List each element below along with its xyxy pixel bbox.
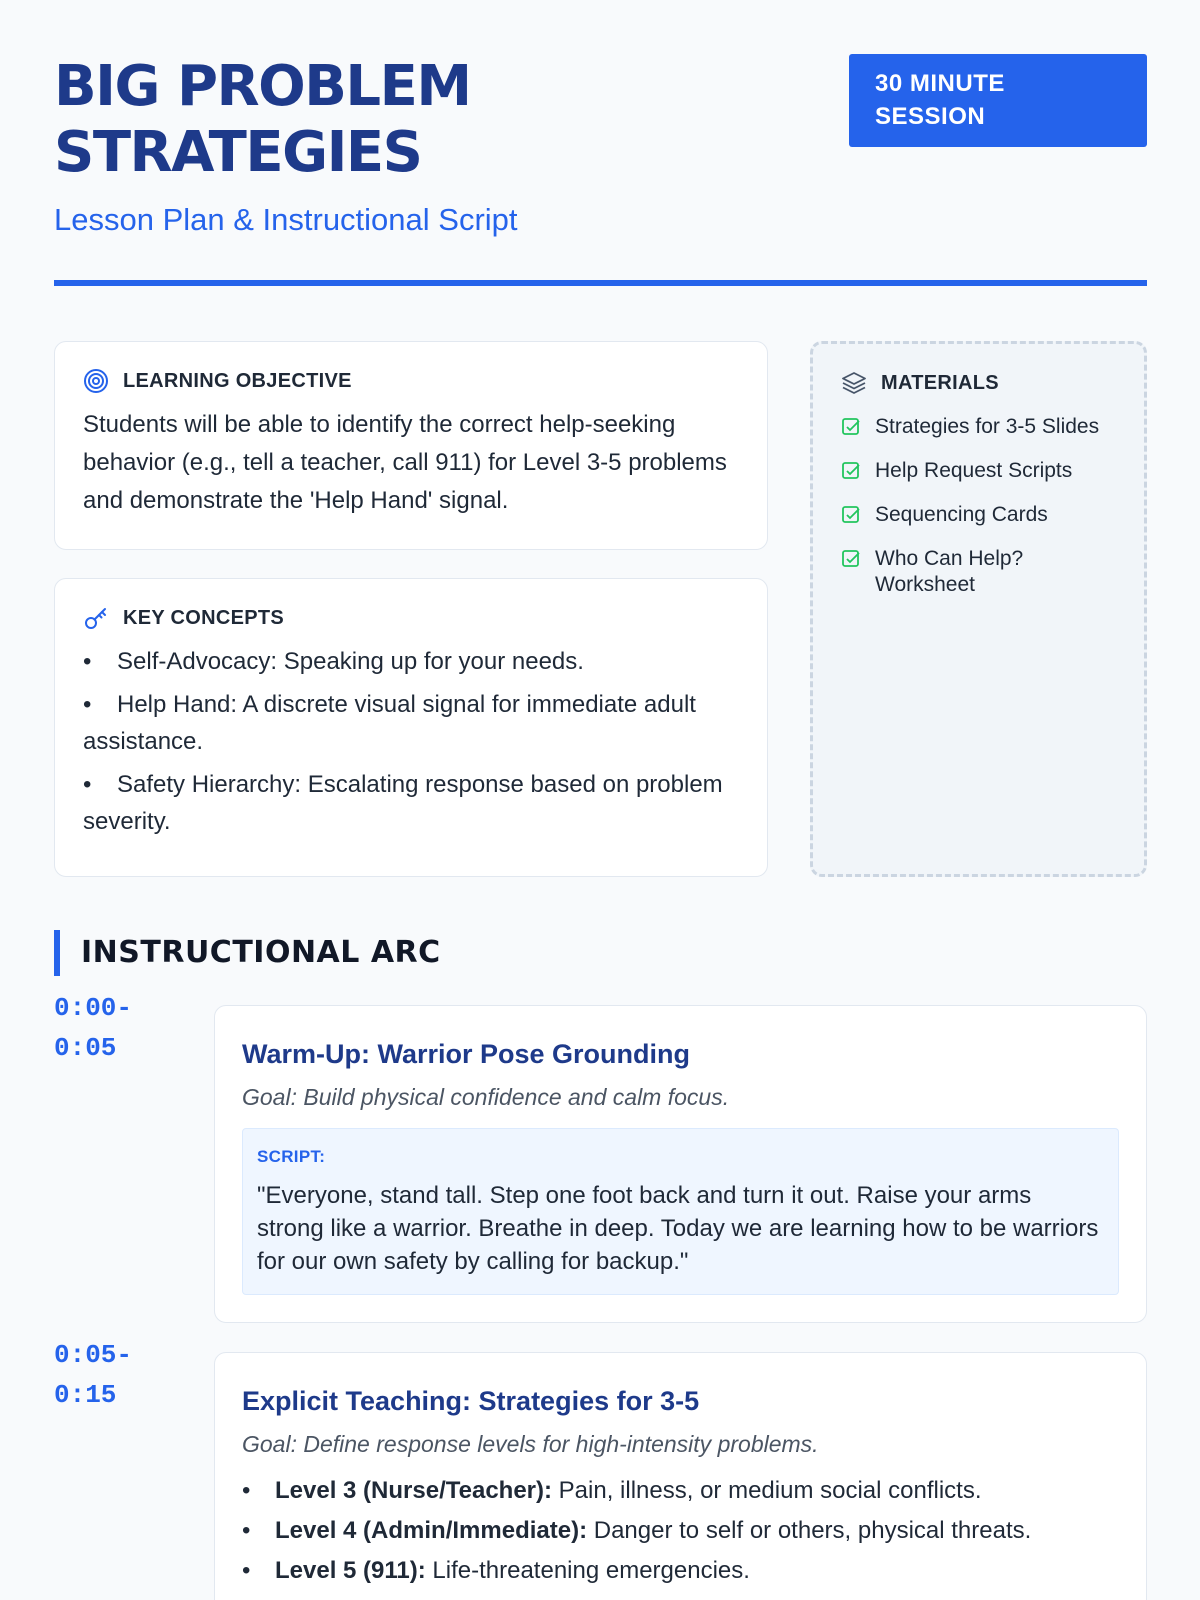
- list-item: • Level 3 (Nurse/Teacher): Pain, illness, or medium social conflicts.: [242, 1477, 982, 1504]
- step-title: Warm-Up: Warrior Pose Grounding: [242, 1039, 691, 1069]
- page-title: [54, 54, 614, 186]
- checkbox-checked-icon: [841, 502, 875, 532]
- page-subtitle: Lesson Plan & Instructional Script: [54, 202, 518, 237]
- list-item: • Safety Hierarchy: Escalating response based on problem severity.: [83, 771, 723, 835]
- header-divider: [54, 280, 1147, 286]
- step-card-explicit-teaching: [214, 1352, 1147, 1600]
- list-item: Help Request Scripts: [841, 458, 1116, 488]
- instructional-arc-heading: INSTRUCTIONAL ARC: [54, 930, 441, 976]
- checkbox-checked-icon: [841, 458, 875, 488]
- list-item: • Self-Advocacy: Speaking up for your needs.: [83, 648, 584, 675]
- learning-objective-text: Students will be able to identify the correct help-seeking behavior (e.g., tell a teacher, call 911) for Level 3-5 problems and demonstrate the 'Help Hand' signal.: [83, 411, 727, 514]
- list-item: Who Can Help? Worksheet: [841, 546, 1116, 598]
- materials-label: MATERIALS: [881, 371, 999, 394]
- list-item: Sequencing Cards: [841, 502, 1116, 532]
- list-item: • Level 4 (Admin/Immediate): Danger to self or others, physical threats.: [242, 1517, 1032, 1544]
- step-title: Explicit Teaching: Strategies for 3-5: [242, 1386, 700, 1416]
- key-concepts-label: KEY CONCEPTS: [123, 606, 285, 629]
- list-item: • Help Hand: A discrete visual signal for immediate adult assistance.: [83, 691, 696, 755]
- checkbox-checked-icon: [841, 546, 875, 598]
- lesson-plan-page: [54, 54, 1147, 1584]
- step-time: 0:00- 0:05: [54, 993, 133, 1063]
- materials-list: [841, 414, 1116, 598]
- key-concepts-card: [54, 578, 768, 877]
- target-icon: [83, 368, 109, 394]
- key-concepts-heading: [83, 605, 739, 631]
- levels-list: [242, 1471, 1119, 1591]
- script-box: [242, 1128, 1119, 1295]
- key-concepts-list: [83, 643, 739, 840]
- session-badge-line-2: SESSION: [875, 103, 986, 130]
- learning-objective-card: [54, 341, 768, 550]
- list-item: Strategies for 3-5 Slides: [841, 414, 1116, 444]
- list-item: • Level 5 (911): Life-threatening emergencies.: [242, 1557, 750, 1584]
- learning-objective-heading: [83, 368, 739, 394]
- key-icon: [83, 605, 109, 631]
- learning-objective-label: LEARNING OBJECTIVE: [123, 369, 352, 392]
- step-goal: Goal: Build physical confidence and calm focus.: [242, 1084, 730, 1110]
- checkbox-checked-icon: [841, 414, 875, 444]
- layers-icon: [841, 370, 867, 396]
- title-line-2: STRATEGIES: [54, 120, 422, 185]
- script-label: SCRIPT:: [257, 1147, 326, 1166]
- session-badge-line-1: 30 MINUTE: [875, 70, 1005, 97]
- header: [54, 54, 1147, 286]
- materials-card: [810, 341, 1147, 877]
- step-card-warm-up: [214, 1005, 1147, 1323]
- session-badge: [849, 54, 1147, 147]
- script-text: "Everyone, stand tall. Step one foot back and turn it out. Raise your arms strong like a warrior. Breathe in deep. Today we are learning how to be warriors for our own safety by calling for backup.": [257, 1182, 1099, 1275]
- step-time: 0:05- 0:15: [54, 1340, 133, 1410]
- title-line-1: BIG PROBLEM: [54, 54, 471, 119]
- materials-heading: [841, 370, 1116, 396]
- step-goal: Goal: Define response levels for high-intensity problems.: [242, 1431, 819, 1457]
